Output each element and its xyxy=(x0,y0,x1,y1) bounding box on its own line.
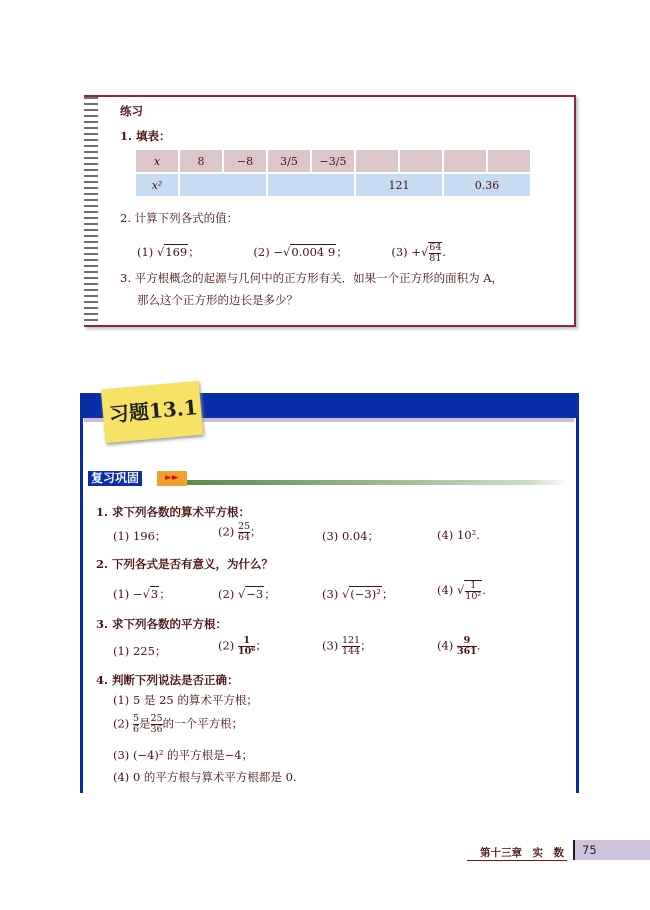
ex-q1-c: (3) 0.04； xyxy=(322,529,380,543)
table-cell[interactable] xyxy=(488,150,530,172)
table-cell: 8 xyxy=(180,150,222,172)
table-cell[interactable] xyxy=(444,150,486,172)
table-cell: −8 xyxy=(224,150,266,172)
table-row-x2 xyxy=(136,174,530,196)
ex-q2-a: (1) −√3； xyxy=(113,587,171,601)
ex-q2-b: (2) √−3； xyxy=(218,587,276,601)
spiral-binding-icon xyxy=(84,97,98,323)
ex-q4-d: (4) 0 的平方根与算术平方根都是 0. xyxy=(113,770,297,784)
section-label: 复习巩固 xyxy=(88,471,142,486)
ex-q1-a: (1) 196； xyxy=(113,529,167,543)
ex-q2-d: (4) √ $\frac{1}{\text{10²}}$ . xyxy=(437,580,486,602)
exercise-title-note: 习题13.1 xyxy=(101,381,203,443)
practice-q3-line2: 那么这个正方形的边长是多少？ xyxy=(137,293,298,307)
ex-q1-b: (2) $\frac{25}{64}$ ； xyxy=(218,521,262,543)
ex-q2-c: (3) √(−3)²； xyxy=(322,587,394,601)
table-cell: x xyxy=(136,150,178,172)
ex-q3-c: (3) $\frac{121}{144}$ ； xyxy=(322,635,372,657)
ex-q3-a: (1) 225； xyxy=(113,644,167,658)
practice-q3-line1: 3. 平方根概念的起源与几何中的正方形有关．如果一个正方形的面积为 A， xyxy=(120,271,504,285)
section-divider xyxy=(187,480,569,485)
ex-q1: 1. 求下列各数的算术平方根： xyxy=(96,505,251,519)
table-cell[interactable] xyxy=(180,174,266,196)
ex-q3-d: (4) $\frac{9}{361}$ . xyxy=(437,635,481,657)
table-row-x xyxy=(136,150,530,172)
chapter-label: 第十三章 实 数 xyxy=(480,847,564,859)
ex-q4-a: (1) 5 是 25 的算术平方根； xyxy=(113,693,258,707)
table-cell[interactable] xyxy=(356,150,398,172)
ex-q3: 3. 求下列各数的平方根： xyxy=(96,617,228,631)
ex-q4-c: (3) (−4)² 的平方根是−4； xyxy=(113,748,254,762)
arrows-icon: ►► xyxy=(157,471,187,486)
table-cell: x² xyxy=(136,174,178,196)
ex-q4-b: (2) $\frac{5}{6}$ 是 $\frac{25}{36}$ 的一个平方根； xyxy=(113,713,244,735)
table-cell[interactable] xyxy=(400,150,442,172)
page-number: 75 xyxy=(582,843,597,857)
fill-table xyxy=(134,148,532,198)
practice-title: 练习 xyxy=(120,104,143,118)
table-cell: 121 xyxy=(356,174,442,196)
ex-q2: 2. 下列各式是否有意义，为什么？ xyxy=(96,557,274,571)
table-cell: 0.36 xyxy=(444,174,530,196)
table-cell: −3/5 xyxy=(312,150,354,172)
ex-q4: 4. 判断下列说法是否正确： xyxy=(96,673,239,687)
ex-q1-d: (4) 10². xyxy=(437,528,480,542)
practice-q1: 1. 填表： xyxy=(120,129,171,143)
practice-q2-items: (1) √169； (2) −√0.004 9； (3) +√ $\frac{64}{81}$ . xyxy=(137,242,447,264)
footer-line xyxy=(467,860,567,861)
ex-q3-b: (2) $\frac{1}{\text{10⁶}}$ ； xyxy=(218,635,267,657)
table-cell[interactable] xyxy=(268,174,354,196)
table-cell: 3/5 xyxy=(268,150,310,172)
practice-q2: 2. 计算下列各式的值： xyxy=(120,211,239,225)
